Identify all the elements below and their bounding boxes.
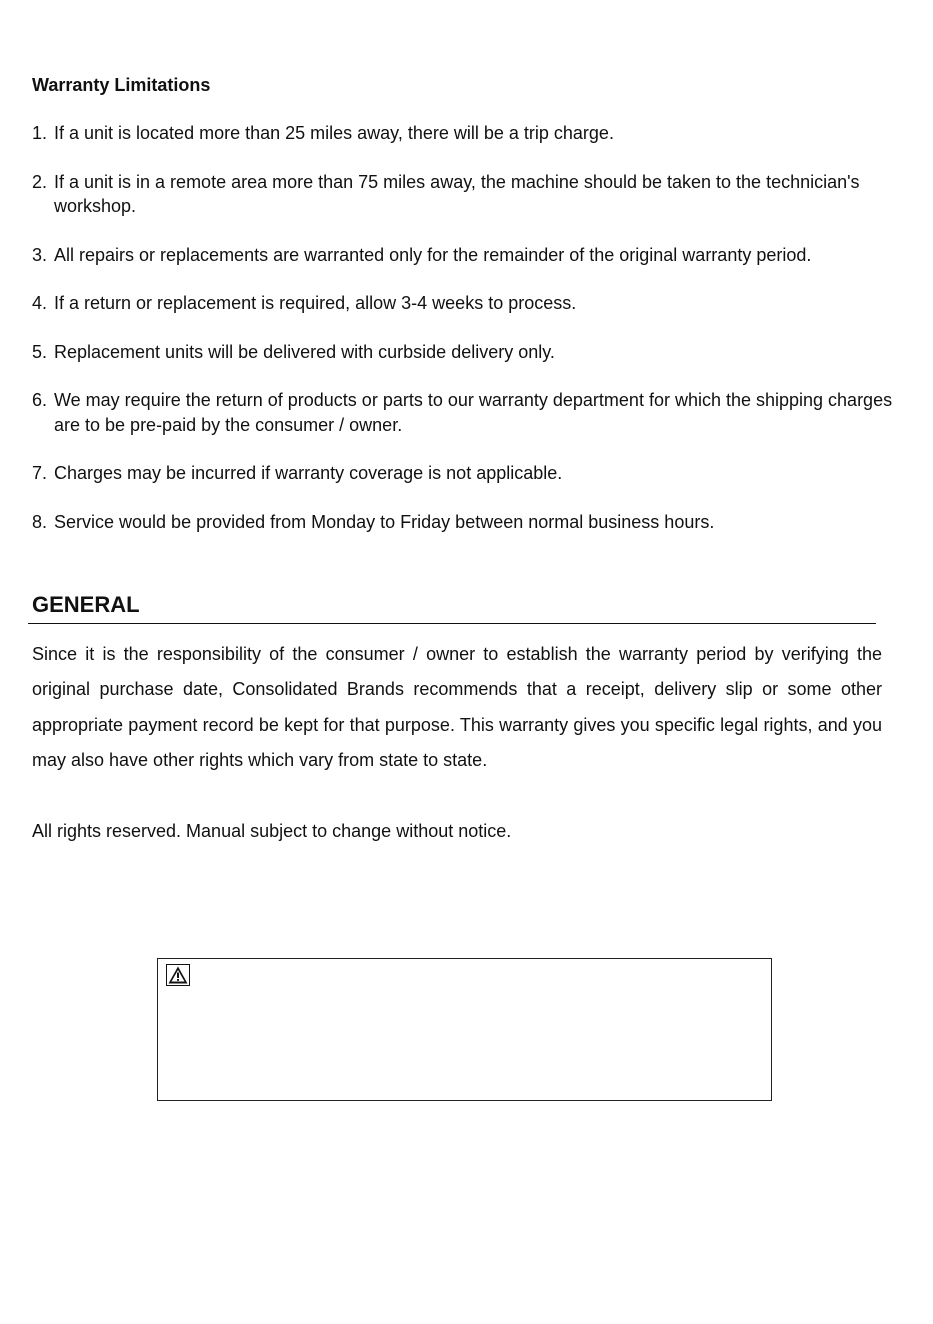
warning-triangle-icon — [166, 964, 190, 986]
general-heading: GENERAL — [32, 592, 140, 617]
list-item-number: 7. — [32, 463, 48, 483]
list-item — [32, 291, 912, 316]
list-item-text: Replacement units will be delivered with curbside delivery only. — [54, 341, 555, 362]
list-item — [32, 340, 912, 365]
list-item — [32, 510, 912, 535]
warranty-limitations-heading: Warranty Limitations — [32, 75, 211, 95]
list-item-text: Charges may be incurred if warranty coverage is not applicable. — [54, 463, 563, 483]
list-item-number: 3. — [32, 244, 48, 265]
warranty-limitations-list — [32, 121, 912, 558]
warning-box — [157, 958, 772, 1101]
list-item-text: If a return or replacement is required, allow 3-4 weeks to process. — [54, 293, 577, 313]
general-paragraph: Since it is the responsibility of the consumer / owner to establish the warranty period by verifying the original purchase date, Consolidated Brands recommends that a receipt, delivery slip or some other appropriate payment record be kept for that purpose. This warranty gives you specific legal rights, and you may also have other rights which vary from state to state. — [32, 644, 882, 770]
list-item — [32, 461, 912, 486]
list-item — [32, 243, 912, 268]
list-item-text: All repairs or replacements are warranted only for the remainder of the original warranty period. — [54, 244, 812, 265]
list-item-number: 2. — [32, 171, 48, 192]
list-item-number: 5. — [32, 341, 48, 362]
list-item-text: If a unit is in a remote area more than 75 miles away, the machine should be taken to the technician's workshop. — [54, 171, 860, 216]
list-item-number: 1. — [32, 123, 48, 143]
list-item-number: 8. — [32, 511, 48, 532]
list-item-text: Service would be provided from Monday to Friday between normal business hours. — [54, 511, 715, 532]
list-item-text: We may require the return of products or parts to our warranty department for which the shipping charges are to be pre-paid by the consumer / owner. — [54, 390, 893, 435]
rights-notice: All rights reserved. Manual subject to change without notice. — [32, 821, 512, 841]
list-item — [32, 121, 912, 146]
general-divider — [28, 623, 876, 624]
list-item-number: 6. — [32, 390, 48, 410]
list-item-text: If a unit is located more than 25 miles away, there will be a trip charge. — [54, 123, 614, 143]
list-item — [32, 170, 912, 219]
list-item-number: 4. — [32, 293, 48, 313]
list-item — [32, 388, 912, 437]
